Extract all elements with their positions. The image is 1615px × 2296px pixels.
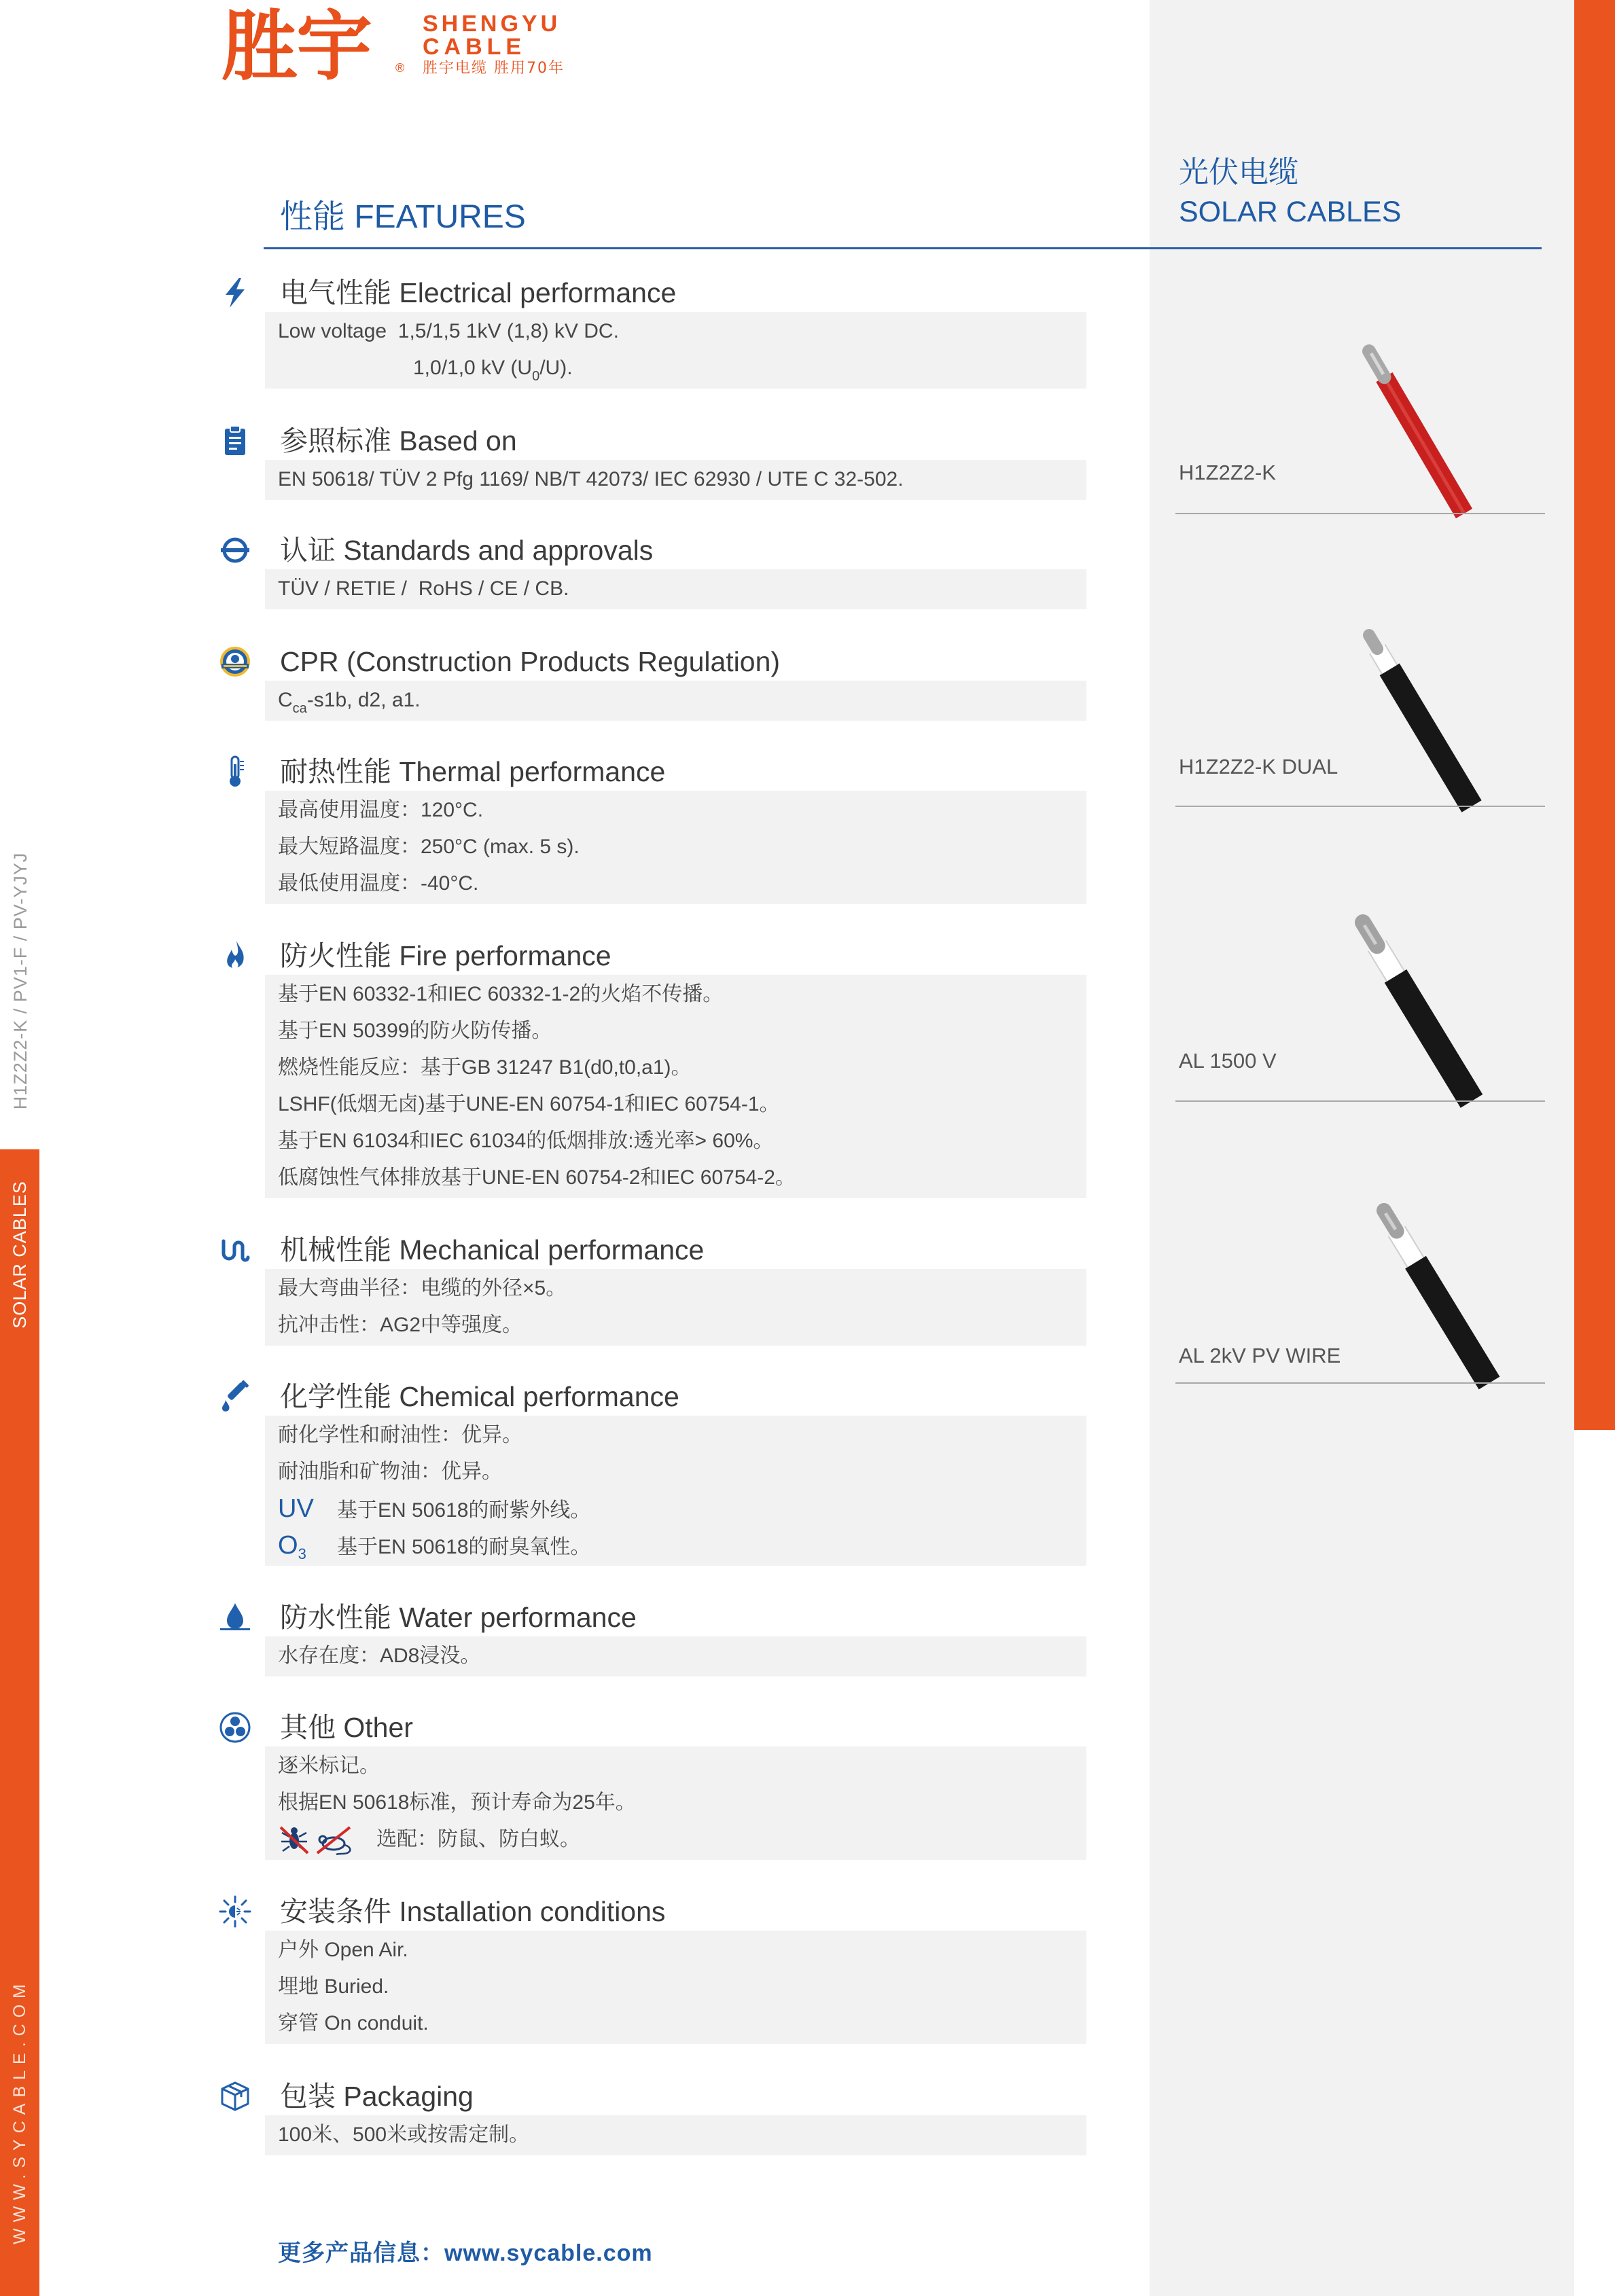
feature-title: 耐热性能 Thermal performance (280, 756, 666, 787)
clipboard-icon (217, 424, 253, 458)
detail-line: 埋地 Buried. (278, 1975, 389, 1998)
detail-text: 1,0/1,0 kV (U (413, 357, 533, 379)
side-website-text: WWW.SYCABLE.COM (10, 1978, 29, 2244)
side-models-text: H1Z2Z2-K / PV1-F / PV-YJYJ (10, 852, 31, 1110)
feature-title: 安装条件 Installation conditions (280, 1896, 666, 1927)
product-label: H1Z2Z2-K (1179, 461, 1276, 484)
detail-line (278, 1527, 1086, 1564)
detail-line: 穿管 On conduit. (278, 2012, 429, 2034)
feature-details (265, 460, 1086, 500)
feature-title: 包装 Packaging (280, 2081, 474, 2112)
thermometer-icon (217, 755, 253, 789)
detail-text: C (278, 689, 293, 711)
cable-image-h1z2z2-k-dual (1369, 635, 1472, 806)
cpr-badge-icon (217, 645, 253, 679)
detail-line (278, 350, 1086, 387)
detail-line (278, 1821, 1086, 1858)
feature-title: 防水性能 Water performance (280, 1602, 637, 1633)
detail-line: Low voltage 1,5/1,5 1kV (1,8) kV DC. (278, 320, 619, 342)
detail-line (278, 682, 1086, 719)
feature-details (265, 681, 1086, 721)
website-link[interactable]: www.sycable.com (444, 2240, 653, 2266)
right-orange-bar (1574, 0, 1615, 1430)
water-drop-icon (217, 1600, 253, 1634)
lightning-icon (217, 276, 253, 310)
registered-mark: ® (395, 61, 405, 75)
detail-line: 基于EN 50399的防火防传播。 (278, 1020, 552, 1042)
feature-details (265, 569, 1086, 609)
detail-line (278, 1490, 1086, 1527)
feature-details (265, 312, 1086, 389)
feature-title: 其他 Other (280, 1712, 413, 1743)
ozone-letter: O (278, 1531, 298, 1560)
side-category-text: SOLAR CABLES (10, 1181, 30, 1329)
feature-title: CPR (Construction Products Regulation) (280, 646, 781, 677)
category-title-en: SOLAR CABLES (1179, 196, 1402, 228)
detail-line: 耐油脂和矿物油：优异。 (278, 1460, 502, 1483)
detail-line: 低腐蚀性气体排放基于UNE-EN 60754-2和IEC 60754-2。 (278, 1166, 796, 1189)
detail-line: 最高使用温度：120°C. (278, 799, 484, 821)
product-divider (1175, 513, 1545, 514)
feature-title: 化学性能 Chemical performance (280, 1381, 679, 1412)
feature-details (265, 1636, 1086, 1676)
termite-cross-icon (278, 1825, 312, 1856)
ozone-symbol (278, 1527, 337, 1567)
detail-text: /U). (539, 357, 573, 379)
page-title: 性能 FEATURES (280, 199, 526, 235)
detail-text: -s1b, d2, a1. (306, 689, 421, 711)
cable-image-al-2kv-pv-wire (1384, 1210, 1489, 1383)
detail-line: 根据EN 50618标准，预计寿命为25年。 (278, 1791, 636, 1814)
feature-title: 参照标准 Based on (280, 425, 517, 456)
detail-line: LSHF(低烟无卤)基于UNE-EN 60754-1和IEC 60754-1。 (278, 1093, 780, 1115)
detail-line: 最低使用温度：-40°C. (278, 872, 479, 895)
chemical-icon (217, 1380, 253, 1414)
subscript: ca (292, 701, 307, 716)
detail-line: 最大弯曲半径：电缆的外径×5。 (278, 1277, 567, 1299)
feature-details (265, 1746, 1086, 1860)
detail-line: 抗冲击性：AG2中等强度。 (278, 1314, 523, 1336)
brand-name-line1: SHENGYU (423, 11, 561, 37)
detail-line: 逐米标记。 (278, 1755, 380, 1777)
detail-text: 基于EN 50618的耐臭氧性。 (337, 1536, 591, 1558)
flame-icon (217, 939, 253, 973)
footer-info (278, 2240, 653, 2267)
subscript: 3 (298, 1545, 306, 1562)
feature-details (265, 791, 1086, 904)
category-title-cn: 光伏电缆 (1179, 156, 1298, 189)
feature-title: 防火性能 Fire performance (280, 940, 611, 971)
product-divider (1175, 1382, 1545, 1384)
footer-label: 更多产品信息： (278, 2240, 444, 2266)
approval-icon (217, 533, 253, 567)
uv-symbol: UV (278, 1494, 314, 1523)
detail-line: 户外 Open Air. (278, 1939, 408, 1961)
subscript: 0 (532, 369, 540, 384)
detail-line: 水存在度：AD8浸没。 (278, 1645, 481, 1667)
rodent-cross-icon (312, 1825, 376, 1856)
product-label: AL 2kV PV WIRE (1179, 1344, 1341, 1367)
cable-illustrations (1150, 0, 1574, 1430)
detail-text: 基于EN 50618的耐紫外线。 (337, 1499, 591, 1522)
detail-line: 最大短路温度：250°C (max. 5 s). (278, 836, 580, 858)
product-label: AL 1500 V (1179, 1049, 1277, 1073)
detail-line: 燃烧性能反应：基于GB 31247 B1(d0,t0,a1)。 (278, 1056, 692, 1079)
brand-logo: 胜宇 (221, 3, 371, 91)
brand-tagline: 胜宇电缆 胜用70年 (423, 60, 565, 77)
detail-line: TÜV / RETIE / RoHS / CE / CB. (278, 577, 569, 600)
product-label: H1Z2Z2-K DUAL (1179, 755, 1338, 778)
detail-line: 耐化学性和耐油性：优异。 (278, 1424, 522, 1446)
feature-details (265, 1269, 1086, 1346)
product-divider (1175, 806, 1545, 807)
product-divider (1175, 1100, 1545, 1102)
feature-title: 机械性能 Mechanical performance (280, 1234, 705, 1266)
brand-name-line2: CABLE (423, 34, 527, 60)
detail-line: 基于EN 61034和IEC 61034的低烟排放:透光率> 60%。 (278, 1130, 774, 1152)
detail-line: EN 50618/ TÜV 2 Pfg 1169/ NB/T 42073/ IEC 62930 / UTE C 32-502. (278, 468, 904, 490)
feature-title: 认证 Standards and approvals (280, 535, 654, 566)
package-icon (217, 2079, 253, 2113)
sun-snow-icon (217, 1895, 253, 1929)
feature-details (265, 975, 1086, 1198)
bend-icon (217, 1233, 253, 1267)
feature-title: 电气性能 Electrical performance (280, 277, 677, 308)
feature-details (265, 1416, 1086, 1566)
other-icon (217, 1710, 253, 1744)
feature-details (265, 2115, 1086, 2155)
cable-image-al-1500v (1363, 922, 1472, 1101)
detail-text: 选配：防鼠、防白蚁。 (376, 1828, 580, 1850)
detail-line: 100米、500米或按需定制。 (278, 2123, 530, 2146)
cable-image-h1z2z2-k (1369, 351, 1464, 514)
feature-details (265, 1931, 1086, 2044)
detail-line: 基于EN 60332-1和IEC 60332-1-2的火焰不传播。 (278, 983, 724, 1005)
